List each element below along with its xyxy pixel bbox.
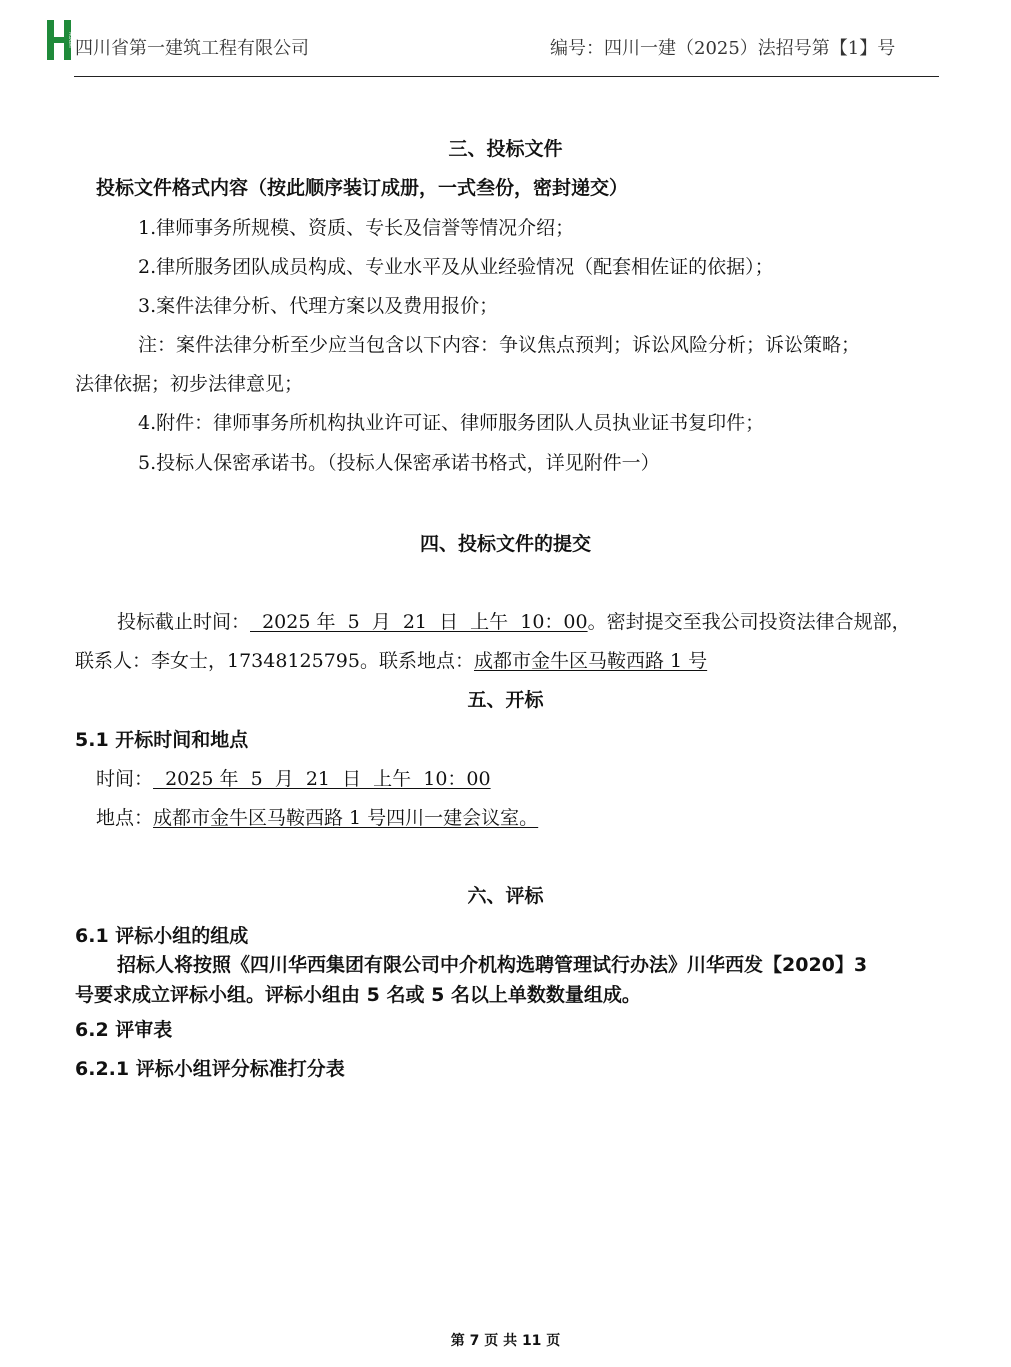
section-6-1-para-line-2: 号要求成立评标小组。评标小组由 5 名或 5 名以上单数数量组成。 [75,984,641,1006]
section-4-title: 四、投标文件的提交 [419,533,591,555]
opening-time-line [96,767,491,791]
svg-text:HUASHI: HUASHI [68,32,73,48]
section-6-1-para-line-1: 招标人将按照《四川华西集团有限公司中介机构选聘管理试行办法》川华西发【2020】3 [117,954,868,976]
opening-place-label: 地点： [96,807,154,829]
section-3-item-5: 5.投标人保密承诺书。（投标人保密承诺书格式，详见附件一） [138,452,660,474]
section-6-2-1-title: 6.2.1 评标小组评分标准打分表 [75,1058,345,1080]
section-5-title: 五、开标 [467,689,544,711]
section-3-note-line-2: 法律依据；初步法律意见； [75,373,304,395]
section-3-item-3: 3.案件法律分析、代理方案以及费用报价； [138,295,499,317]
section-6-title: 六、评标 [467,885,544,907]
section-5-1-title: 5.1 开标时间和地点 [75,729,249,751]
deadline-rest: 。密封提交至我公司投资法律合规部， [587,611,911,633]
contact-line [75,649,707,673]
deadline-label: 投标截止时间： [117,611,251,633]
opening-place-line [96,806,538,830]
submission-deadline-line [117,610,911,634]
contact-text: 联系人：李女士，17348125795。联系地点： [75,650,474,672]
section-6-1-title: 6.1 评标小组的组成 [75,925,249,947]
opening-time-value: 2025 年 5 月 21 日 上午 10：00 [153,768,491,790]
section-6-2-title: 6.2 评审表 [75,1019,173,1041]
deadline-value: 2025 年 5 月 21 日 上午 10：00 [250,611,588,633]
section-3-subtitle: 投标文件格式内容（按此顺序装订成册，一式叁份，密封递交） [96,177,629,199]
section-3-title: 三、投标文件 [448,138,563,160]
opening-place-value: 成都市金牛区马鞍西路 1 号四川一建会议室。 [153,807,539,829]
opening-time-label: 时间： [96,768,154,790]
section-3-item-2: 2.律所服务团队成员构成、专业水平及从业经验情况（配套相佐证的依据）； [138,256,774,278]
header-company-name: 四川省第一建筑工程有限公司 [75,38,309,59]
section-3-item-1: 1.律师事务所规模、资质、专长及信誉等情况介绍； [138,217,575,239]
section-3-note-line-1: 注：案件法律分析至少应当包含以下内容：争议焦点预判；诉讼风险分析；诉讼策略； [138,334,861,356]
page-number: 第 7 页 共 11 页 [450,1333,561,1349]
section-3-item-4: 4.附件：律师事务所机构执业许可证、律师服务团队人员执业证书复印件； [138,412,765,434]
contact-address: 成都市金牛区马鞍西路 1 号 [473,650,708,672]
company-logo [47,20,71,60]
header-divider [74,76,939,77]
header-document-number: 编号：四川一建（2025）法招号第【1】号 [550,38,896,59]
